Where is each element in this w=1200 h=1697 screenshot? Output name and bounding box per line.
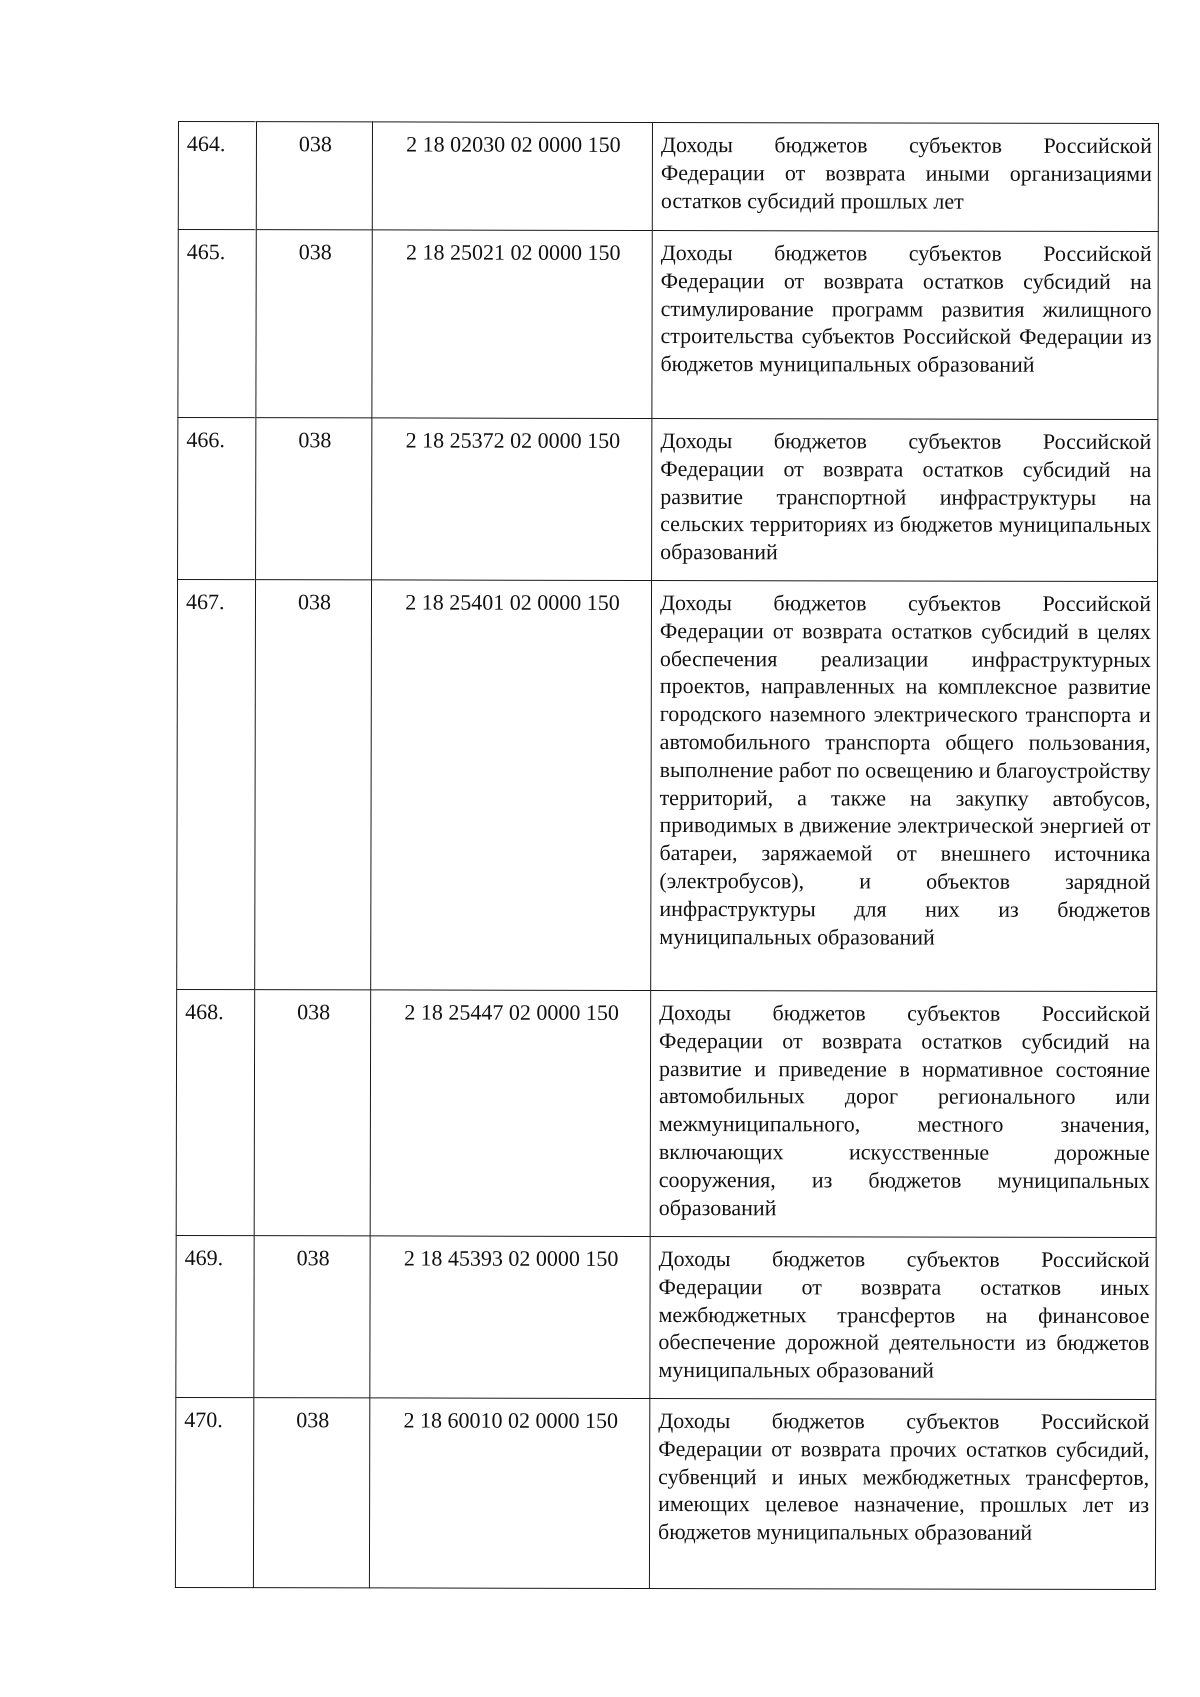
budget-code: 2 18 25447 02 0000 150 <box>370 990 651 1237</box>
admin-code: 038 <box>253 1398 369 1588</box>
row-number: 468. <box>176 989 255 1235</box>
table-row <box>176 989 1157 1237</box>
table-row <box>176 1235 1156 1399</box>
admin-code: 038 <box>255 580 372 990</box>
table-row <box>178 418 1158 582</box>
income-description: Доходы бюджетов субъектов Российской Федерации от возврата остатков иных межбюджетных трансфертов на финансовое обеспечение дорожной деятельности из бюджетов муниципальных образований <box>650 1236 1156 1399</box>
row-number: 469. <box>176 1235 254 1397</box>
row-number: 465. <box>178 230 256 418</box>
admin-code: 038 <box>256 418 372 580</box>
income-description: Доходы бюджетов субъектов Российской Федерации от возврата остатков субсидий в целях обеспечения реализации инфраструктурных проектов, направленных на комплексное развитие городского наземного электрического транспорта и автомобильного транспорта общего пользования, выполнение работ по освещению и благоустройству территорий, а также на закупку автобусов, приводимых в движение электрической энергией от батареи, заряжаемой от внешнего источника (электробусов), и объектов зарядной инфраструктуры для них из бюджетов муниципальных образований <box>651 580 1158 991</box>
table-row <box>177 580 1158 992</box>
row-number: 466. <box>178 418 256 580</box>
income-description: Доходы бюджетов субъектов Российской Федерации от возврата остатков субсидий на развитие транспортной инфраструктуры на сельских территориях из бюджетов муниципальных образований <box>652 418 1158 581</box>
budget-code: 2 18 25021 02 0000 150 <box>372 230 652 419</box>
row-number: 464. <box>178 122 256 230</box>
income-description: Доходы бюджетов субъектов Российской Федерации от возврата остатков субсидий на развитие и приведение в нормативное состояние автомобильных дорог регионального или межмуниципального, местного значения, включающих искусственные дорожные сооружения, из бюджетов муниципальных образований <box>650 990 1157 1237</box>
table-row <box>178 122 1158 232</box>
income-description: Доходы бюджетов субъектов Российской Федерации от возврата прочих остатков субсидий, субвенций и иных межбюджетных трансфертов, имеющих целевое назначение, прошлых лет из бюджетов муниципальных образований <box>649 1398 1155 1589</box>
budget-code: 2 18 60010 02 0000 150 <box>369 1398 649 1589</box>
budget-code: 2 18 02030 02 0000 150 <box>372 122 652 231</box>
income-description: Доходы бюджетов субъектов Российской Федерации от возврата остатков субсидий на стимулирование программ развития жилищного строительства субъектов Российской Федерации из бюджетов муниципальных образований <box>652 230 1158 419</box>
budget-code: 2 18 25401 02 0000 150 <box>371 580 652 991</box>
table-row <box>175 1397 1155 1589</box>
row-number: 470. <box>175 1397 253 1587</box>
admin-code: 038 <box>254 1236 370 1398</box>
income-description: Доходы бюджетов субъектов Российской Федерации от возврата иными организациями остатков субсидий прошлых лет <box>652 122 1158 231</box>
budget-code: 2 18 45393 02 0000 150 <box>370 1236 650 1399</box>
budget-codes-table <box>175 121 1159 1590</box>
admin-code: 038 <box>256 122 372 230</box>
row-number: 467. <box>177 580 256 990</box>
table-row <box>178 230 1158 420</box>
admin-code: 038 <box>254 990 371 1236</box>
admin-code: 038 <box>256 230 372 418</box>
budget-code: 2 18 25372 02 0000 150 <box>372 418 652 581</box>
